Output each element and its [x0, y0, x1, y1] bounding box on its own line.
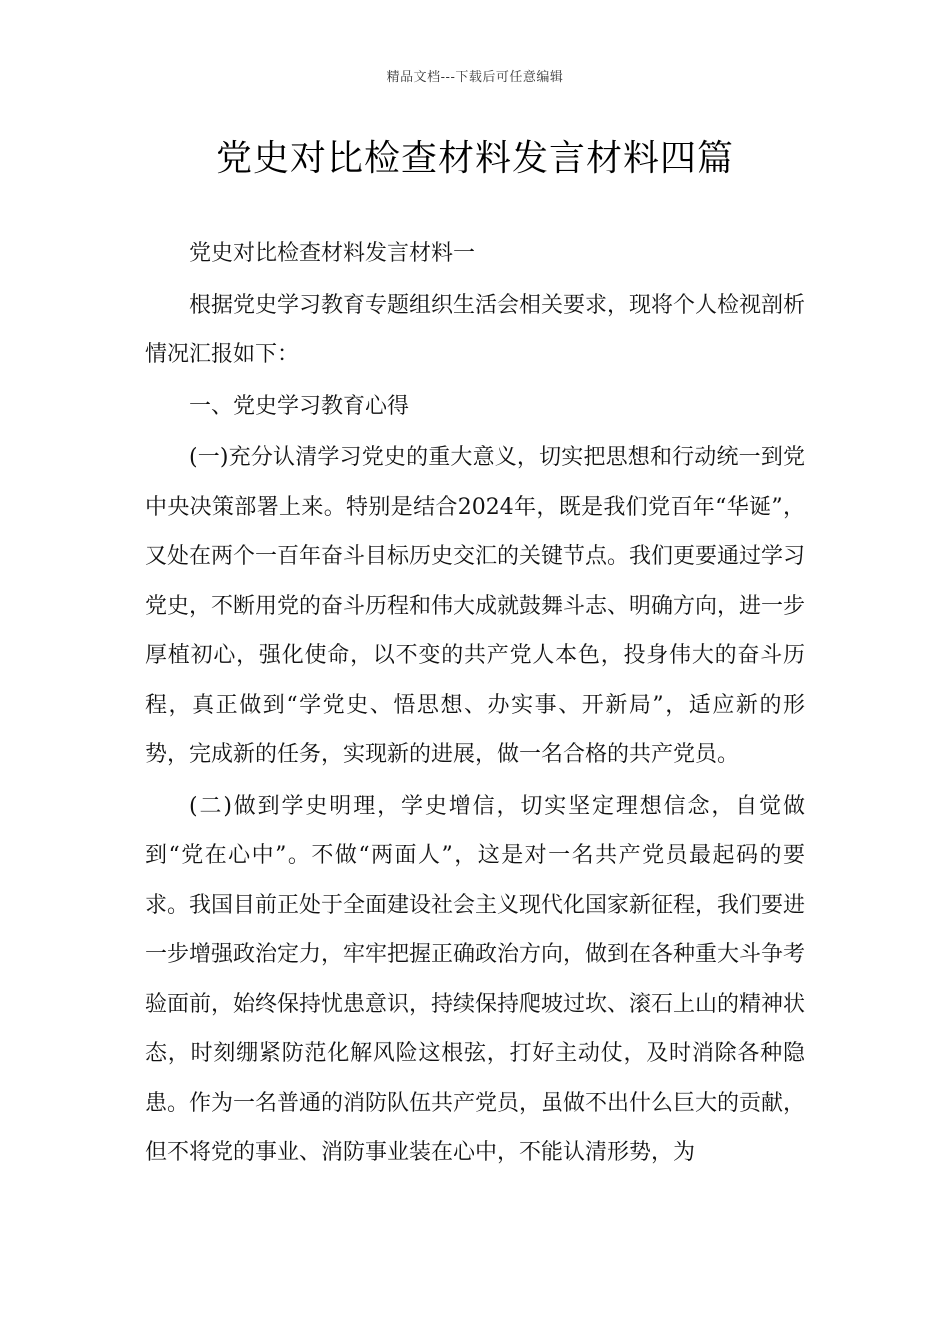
body-paragraph: (一)充分认清学习党史的重大意义，切实把思想和行动统一到党中央决策部署上来。特别是结合2024年，既是我们党百年“华诞”，又处在两个一百年奋斗目标历史交汇的关键节点。我们更要通过学习党史，不断用党的奋斗历程和伟大成就鼓舞斗志、明确方向，进一步厚植初心，强化使命，以不变的共产党人本色，投身伟大的奋斗历程，真正做到“学党史、悟思想、办实事、开新局”，适应新的形势，完成新的任务，实现新的进展，做一名合格的共产党员。 [145, 445, 806, 767]
subsection-heading: 一、党史学习教育心得 [189, 393, 410, 419]
document-body [145, 229, 805, 1180]
header-note: 精品文档---下载后可任意编辑 [386, 70, 564, 85]
section-heading: 党史对比检查材料发言材料一 [189, 241, 476, 266]
document-title: 党史对比检查材料发言材料四篇 [215, 138, 734, 179]
body-paragraph: (二)做到学史明理，学史增信，切实坚定理想信念，自觉做到“党在心中”。不做“两面人”，这是对一名共产党员最起码的要求。我国目前正处于全面建设社会主义现代化国家新征程，我们要进一步增强政治定力，牢牢把握正确政治方向，做到在各种重大斗争考验面前，始终保持忧患意识，持续保持爬坡过坎、滚石上山的精神状态，时刻绷紧防范化解风险这根弦，打好主动仗，及时消除各种隐患。作为一名普通的消防队伍共产党员，虽做不出什么巨大的贡献，但不将党的事业、消防事业装在心中，不能认清形势，为 [145, 793, 806, 1165]
intro-paragraph: 根据党史学习教育专题组织生活会相关要求，现将个人检视剖析情况汇报如下： [145, 292, 806, 367]
